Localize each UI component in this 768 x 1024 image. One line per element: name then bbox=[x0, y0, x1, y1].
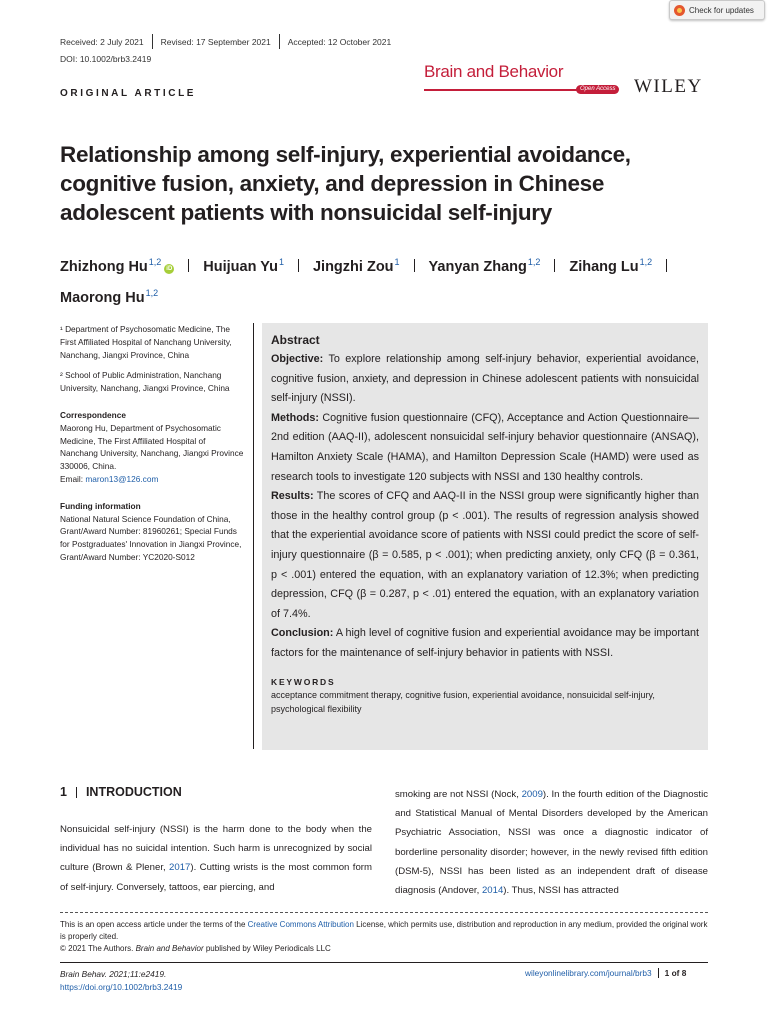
body-text: smoking are not NSSI (Nock, bbox=[395, 789, 522, 800]
license-notice bbox=[60, 919, 710, 955]
received-date: Received: 2 July 2021 bbox=[60, 36, 144, 47]
article-title: Relationship among self-injury, experiential avoidance, cognitive fusion, anxiety, and depression in Chinese adolescent patients with nonsuicidal self-injury bbox=[60, 142, 631, 225]
cc-license-link[interactable]: Creative Commons Attribution bbox=[247, 920, 354, 929]
article-type: ORIGINAL ARTICLE bbox=[60, 88, 197, 99]
correspondence-text: Maorong Hu, Department of Psychosomatic Medicine, The First Affiliated Hospital of Nanchang University, Nanchang, Jiangxi Province 330006, China. bbox=[60, 422, 244, 472]
license-text: License, which permits use, distribution and reproduction in any medium, provided the original work is properly cited. bbox=[60, 920, 708, 941]
citation-link[interactable]: 2014 bbox=[481, 885, 504, 897]
objective-text: To explore relationship among self-injury behavior, experiential avoidance, cognitive fusion, anxiety, and depression in Chinese adolescent patients with nonsuicidal self-injury (NSSI). bbox=[271, 353, 699, 405]
abstract-conclusion bbox=[271, 624, 699, 663]
page-number: 1 of 8 bbox=[664, 968, 687, 978]
methods-text: Cognitive fusion questionnaire (CFQ), Acceptance and Action Questionnaire—2nd edition (AAQ-II), adolescent nonsuicidal self-injury behavior questionnaire (ANSAQ), Hamilton Anxiety Scale (HAMA), and Hamilton Depression Scale (HAMD) were used as research tools to investigate 120 subjects with NSSI and 130 healthy controls. bbox=[271, 411, 699, 483]
email-link[interactable]: maron13@126.com bbox=[85, 473, 159, 484]
conclusion-text: A high level of cognitive fusion and experiential avoidance may be important factors for the maintenance of self-injury behavior in patients with NSSI. bbox=[271, 627, 699, 659]
email-label: Email: bbox=[60, 473, 86, 484]
footer-right bbox=[525, 968, 686, 978]
journal-url-link[interactable]: wileyonlinelibrary.com/journal/brb3 bbox=[525, 968, 652, 978]
abstract-heading: Abstract bbox=[271, 333, 320, 347]
body-text: ). In the fourth edition of the Diagnostic and Statistical Manual of Mental Disorders developed by the American Psychiatric Association, NSSI was once a diagnostic indicator of borderline personality disorder; however, in the newly revised fifth edition (DSM-5), NSSI has been listed as an independent draft of disease diagnosis (Andover, bbox=[395, 789, 708, 897]
footer-citation bbox=[60, 968, 182, 994]
section-title: INTRODUCTION bbox=[85, 785, 182, 799]
license-text: This is an open access article under the terms of the bbox=[60, 920, 248, 929]
body-column-2 bbox=[395, 785, 708, 900]
author[interactable] bbox=[569, 249, 652, 280]
check-for-updates-button[interactable] bbox=[669, 0, 765, 20]
citation-text: Brain Behav. 2021;11:e2419. bbox=[60, 969, 167, 979]
keywords-heading: KEYWORDS bbox=[271, 676, 336, 687]
divider bbox=[279, 34, 280, 49]
author-name: Huijuan Yu bbox=[203, 259, 278, 275]
funding-heading: Funding information bbox=[60, 500, 141, 511]
column-divider bbox=[253, 323, 254, 749]
author-name: Zhizhong Hu bbox=[60, 259, 148, 275]
affiliation-marker[interactable]: 1,2 bbox=[145, 288, 159, 298]
article-info-column bbox=[60, 323, 245, 572]
license-divider bbox=[60, 912, 708, 913]
affiliation-marker[interactable]: 1 bbox=[394, 257, 400, 267]
author-separator bbox=[298, 259, 299, 272]
citation-link[interactable]: 2009 bbox=[521, 789, 543, 800]
divider bbox=[658, 968, 659, 978]
abstract-results bbox=[271, 487, 699, 624]
revised-date: Revised: 17 September 2021 bbox=[160, 36, 271, 47]
affiliation-1: ¹ Department of Psychosomatic Medicine, The First Affiliated Hospital of Nanchang University, Nanchang, Jiangxi Province, China bbox=[60, 324, 232, 360]
affiliation-marker[interactable]: 1,2 bbox=[148, 257, 162, 267]
author-name: Zihang Lu bbox=[569, 259, 639, 275]
abstract-box bbox=[262, 323, 708, 750]
article-doi: DOI: 10.1002/brb3.2419 bbox=[60, 54, 152, 64]
results-label: Results: bbox=[271, 490, 314, 503]
affiliation-marker[interactable]: 1,2 bbox=[527, 257, 541, 267]
funding-text: National Natural Science Foundation of China, Grant/Award Number: 81960261; Special Funds for Postgraduates' Innovation in Jiangxi Province, Grant/Award Number: YC2020-S012 bbox=[60, 513, 242, 562]
author[interactable] bbox=[313, 249, 400, 280]
body-text: ). Thus, NSSI has attracted bbox=[503, 885, 619, 897]
journal-title: Brain and Behavior bbox=[424, 62, 564, 81]
orcid-icon[interactable]: iD bbox=[166, 266, 173, 272]
divider bbox=[152, 34, 153, 49]
publisher-logo: WILEY bbox=[634, 76, 703, 97]
doi-link[interactable]: https://doi.org/10.1002/brb3.2419 bbox=[60, 981, 183, 992]
copyright-text: © 2021 The Authors. bbox=[60, 944, 136, 953]
crossmark-icon bbox=[674, 5, 685, 16]
section-number: 1 bbox=[60, 785, 67, 799]
accepted-date: Accepted: 12 October 2021 bbox=[287, 36, 392, 47]
open-access-badge: Open Access bbox=[576, 85, 619, 94]
author-name: Jingzhi Zou bbox=[312, 259, 394, 275]
author-name: Yanyan Zhang bbox=[428, 259, 527, 275]
author[interactable] bbox=[203, 249, 284, 280]
author[interactable] bbox=[429, 249, 541, 280]
affiliation-2: ² School of Public Administration, Nanchang University, Nanchang, Jiangxi Province, China bbox=[60, 370, 230, 394]
citation-link[interactable]: 2017 bbox=[169, 862, 191, 874]
abstract-methods bbox=[271, 409, 699, 487]
author-separator bbox=[414, 259, 415, 272]
abstract-objective bbox=[271, 350, 699, 409]
author-separator bbox=[188, 259, 189, 272]
keywords-list: acceptance commitment therapy, cognitive fusion, experiential avoidance, nonsuicidal self-injury, psychological flexibility bbox=[271, 689, 655, 714]
body-text: ). Cutting wrists is the most common form of self-injury. Conversely, tattoos, ear piercing, and bbox=[60, 862, 372, 893]
correspondence-heading: Correspondence bbox=[60, 409, 126, 420]
check-for-updates-label: Check for updates bbox=[689, 5, 754, 15]
author[interactable] bbox=[60, 249, 174, 280]
divider bbox=[76, 787, 77, 798]
author-separator bbox=[666, 259, 667, 272]
body-column-1 bbox=[60, 820, 372, 897]
author-list bbox=[60, 249, 720, 311]
journal-underline bbox=[424, 89, 577, 91]
objective-label: Objective: bbox=[271, 353, 324, 365]
copyright-text: published by Wiley Periodicals LLC bbox=[203, 944, 331, 953]
copyright-journal: Brain and Behavior bbox=[135, 944, 204, 953]
section-heading bbox=[60, 785, 182, 799]
footer-rule bbox=[60, 962, 708, 963]
article-dates bbox=[60, 34, 391, 49]
results-text: The scores of CFQ and AAQ-II in the NSSI group were significantly higher than those in the healthy control group (p < .001). The results of regression analysis showed that the experiential avoidance score of patients with NSSI could predict the score of self-injury questionnaire (β = 0.585, p < .001); when predicting anxiety, only CFQ (β = 0.361, p < .001) entered the equation, with an explanatory variation of 12.3%; when predicting depression, CFQ (β = 0.287, p < .01) entered the equation, with an explanatory variation of 7.4%. bbox=[271, 490, 699, 620]
body-text: Nonsuicidal self-injury (NSSI) is the harm done to the body when the individual has no suicidal intention. Such harm is unrecognized by social culture (Brown & Plener, bbox=[60, 824, 372, 874]
affiliation-marker[interactable]: 1,2 bbox=[639, 257, 653, 267]
author-separator bbox=[554, 259, 555, 272]
conclusion-label: Conclusion: bbox=[271, 627, 334, 640]
methods-label: Methods: bbox=[271, 411, 319, 424]
author[interactable] bbox=[60, 280, 158, 311]
affiliation-marker[interactable]: 1 bbox=[278, 257, 284, 267]
author-name: Maorong Hu bbox=[60, 290, 145, 306]
